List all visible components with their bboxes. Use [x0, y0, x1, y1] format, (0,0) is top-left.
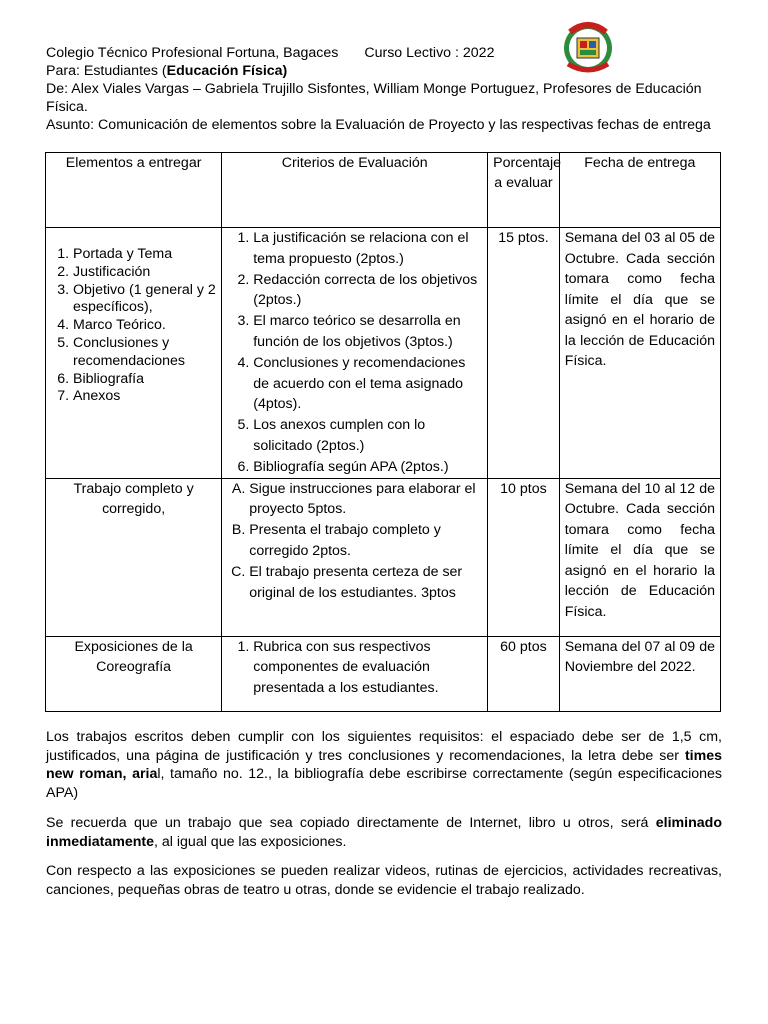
header-fecha: Fecha de entrega: [559, 153, 720, 228]
memo-header: [46, 44, 726, 134]
criteria-cell: [222, 478, 488, 636]
header-criterios: Criterios de Evaluación: [222, 153, 488, 228]
list-item: B. Presenta el trabajo completo y corregido 2ptos.: [249, 520, 482, 562]
list-item: 5. Los anexos cumplen con lo solicitado (2ptos.): [253, 415, 482, 457]
table-header-row: [46, 153, 721, 228]
school-year: Curso Lectivo : 2022: [364, 45, 495, 61]
table-row: [46, 228, 721, 479]
criteria-list: [227, 637, 482, 699]
school-name: Colegio Técnico Profesional Fortuna, Bagaces: [46, 45, 339, 61]
list-item: C. El trabajo presenta certeza de ser original de los estudiantes. 3ptos: [249, 562, 482, 604]
to-bold: Educación Física): [166, 63, 288, 79]
date-cell: Semana del 03 al 05 de Octubre. Cada sección tomara como fecha límite el día que se asignó en el horario de la lección de Educación Física.: [559, 228, 720, 479]
header-elementos: Elementos a entregar: [46, 153, 222, 228]
list-item: 3. El marco teórico se desarrolla en función de los objetivos (3ptos.): [253, 311, 482, 353]
list-item: 5. Conclusiones y recomendaciones: [73, 335, 216, 371]
date-cell: Semana del 10 al 12 de Octubre. Cada sección tomara como fecha límite el día que se asignó en el horario la lección de Educación Física.: [559, 478, 720, 636]
element-cell: Trabajo completo y corregido,: [46, 478, 222, 636]
subject-line: Asunto: Comunicación de elementos sobre la Evaluación de Proyecto y las respectivas fechas de entrega: [46, 117, 711, 133]
table-row: [46, 478, 721, 636]
requirements-paragraph: Los trabajos escritos deben cumplir con los siguientes requisitos: el espaciado debe ser de 1,5 cm, justificados, una página de justificación y tres conclusiones y recomendaciones, la letra debe ser times new roman, arial, tamaño no. 12., la bibliografía debe escribirse correctamente (según especificaciones APA): [46, 729, 722, 801]
from-line: De: Alex Viales Vargas – Gabriela Trujillo Sisfontes, William Monge Portuguez, Profesores de Educación Física.: [46, 81, 702, 115]
elements-list: [51, 246, 216, 406]
criteria-list: [227, 228, 482, 478]
list-item: 1. La justificación se relaciona con el tema propuesto (2ptos.): [253, 228, 482, 270]
list-item: 2. Justificación: [73, 264, 216, 282]
list-item: 1. Rubrica con sus respectivos componentes de evaluación presentada a los estudiantes.: [253, 637, 482, 699]
list-item: 4. Conclusiones y recomendaciones de acuerdo con el tema asignado (4ptos).: [253, 353, 482, 415]
table-row: [46, 636, 721, 711]
eliminated-bold: eliminado inmediatamente: [46, 815, 722, 850]
font-requirement-bold: times new roman, aria: [46, 747, 722, 782]
school-line: [46, 44, 726, 62]
percent-cell: 15 ptos.: [488, 228, 560, 479]
elements-cell: [46, 228, 222, 479]
header-porcentaje: Porcentaje a evaluar: [488, 153, 560, 228]
evaluation-table: [45, 152, 721, 712]
criteria-cell: [222, 228, 488, 479]
list-item: 7. Anexos: [73, 388, 216, 406]
list-item: 3. Objetivo (1 general y 2 específicos),: [73, 282, 216, 318]
to-line: Para: Estudiantes (Educación Física): [46, 63, 288, 79]
list-item: 4. Marco Teórico.: [73, 317, 216, 335]
date-cell: Semana del 07 al 09 de Noviembre del 2022.: [559, 636, 720, 711]
list-item: 1. Portada y Tema: [73, 246, 216, 264]
element-cell: Exposiciones de la Coreografía: [46, 636, 222, 711]
list-item: 2. Redacción correcta de los objetivos (2ptos.): [253, 270, 482, 312]
list-item: A. Sigue instrucciones para elaborar el proyecto 5ptos.: [249, 479, 482, 521]
plagiarism-paragraph: Se recuerda que un trabajo que sea copiado directamente de Internet, libro u otros, será eliminado inmediatamente, al igual que las exposiciones.: [46, 815, 722, 850]
list-item: 6. Bibliografía según APA (2ptos.): [253, 457, 482, 478]
percent-cell: 60 ptos: [488, 636, 560, 711]
percent-cell: 10 ptos: [488, 478, 560, 636]
criteria-list: [227, 479, 482, 604]
presentations-paragraph: Con respecto a las exposiciones se pueden realizar videos, rutinas de ejercicios, actividades recreativas, canciones, pequeñas obras de teatro u otras, donde se evidencie el trabajo realizado.: [46, 863, 722, 898]
criteria-cell: [222, 636, 488, 711]
list-item: 6. Bibliografía: [73, 371, 216, 389]
